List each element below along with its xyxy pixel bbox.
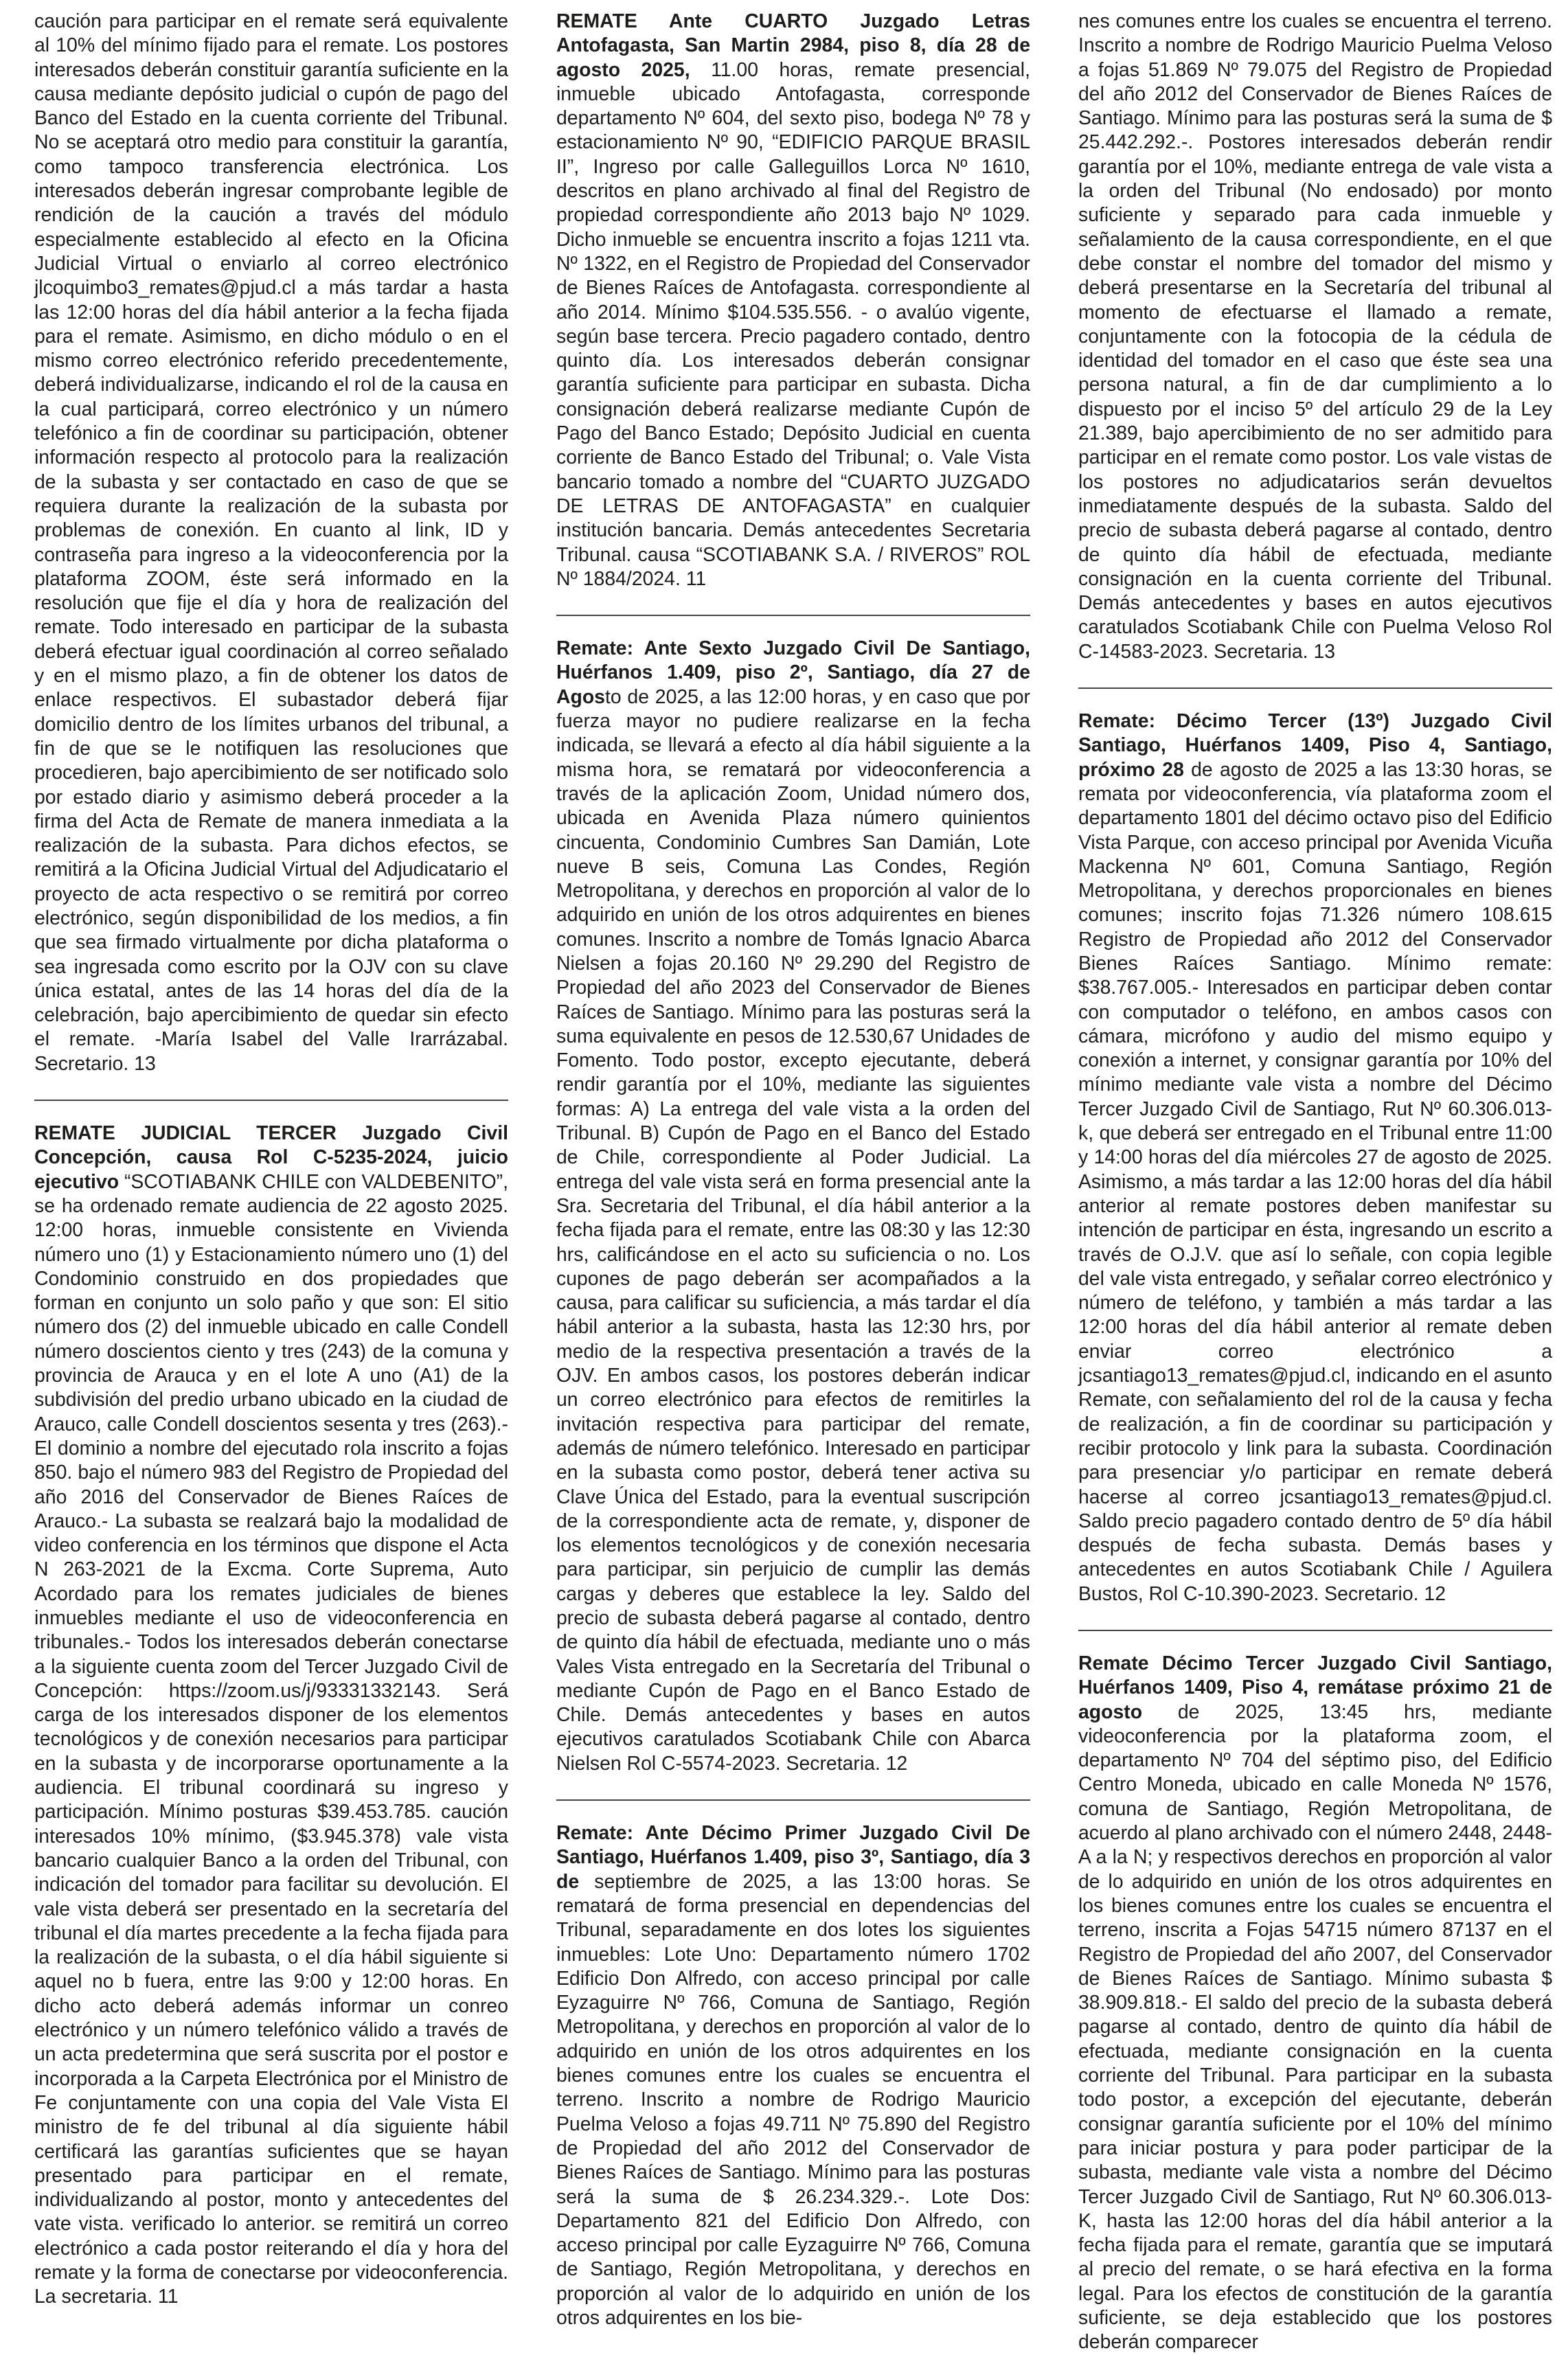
legal-notice: [556, 637, 1030, 1776]
notice-body: to de 2025, a las 12:00 horas, y en caso que por fuerza mayor no pudiere realizarse en la fecha indicada, se llevará a efecto al día hábil siguiente a la misma hora, se rematará por videoconferencia a través de la aplicación Zoom, Unidad número dos, ubicada en Avenida Plaza número quinientos cincuenta, Condominio Cumbres San Damián, Lote nueve B seis, Comuna Las Condes, Región Metropolitana, y derechos en proporción al valor de lo adquirido en unión de los otros adquirentes en bienes comunes. Inscrito a nombre de Tomás Ignacio Abarca Nielsen a fojas 20.160 Nº 29.290 del Registro de Propiedad del año 2023 del Conservador de Bienes Raíces de Santiago. Mínimo para las posturas será la suma equivalente en pesos de 12.530,67 Unidades de Fomento. Todo postor, excepto ejecutante, deberá rendir garantía por el 10%, mediante las siguientes formas: A) La entrega del vale vista a la orden del Tribunal. B) Cupón de Pago en el Banco del Estado de Chile, correspondiente al Poder Judicial. La entrega del vale vista será en forma presencial ante la Sra. Secretaria del Tribunal, el día hábil anterior a la fecha fijada para el remate, entre las 08:30 y las 12:30 hrs, calificándose en el acto su suficiencia o no. Los cupones de pago deberán ser acompañados a la causa, para calificar su suficiencia, a más tardar el día hábil anterior a la subasta, hasta las 12:30 hrs, por medio de la respectiva presentación a través de la OJV. En ambos casos, los postores deberán indicar un correo electrónico para efectos de remitirles la invitación respectiva para participar del remate, además de número telefónico. Interesado en participar en la subasta como postor, deberá tener activa su Clave Única del Estado, para la eventual suscripción de la correspondiente acta de remate, y, disponer de los elementos tecnológicos y de conexión necesaria para participar, sin perjuicio de cumplir las demás cargas y deberes que establece la ley. Saldo del precio de subasta deberá pagarse al contado, dentro de quinto día hábil de efectuada, mediante uno o más Vales Vista entregado en la Secretaría del Tribunal o mediante Cupón de Pago en el Banco Estado de Chile. Demás antecedentes y bases en autos ejecutivos caratulados Scotiabank Chile con Abarca Nielsen Rol C-5574-2023. Secretaria. 12: [556, 685, 1030, 1775]
notice-body: “SCOTIABANK CHILE con VALDEBENITO”, se ha ordenado remate audiencia de 22 agosto 2025. 12:00 horas, inmueble consistente en Vivienda número uno (1) y Estacionamiento número uno (1) del Condominio construido en dos propiedades que forman en conjunto un solo paño y que son: El sitio número dos (2) del inmueble ubicado en calle Condell número doscientos ciento y tres (243) de la comuna y provincia de Arauca y en el lote A uno (A1) de la subdivisión del predio urbano ubicado en la ciudad de Arauco, calle Condell doscientos sesenta y tres (263).- El dominio a nombre del ejecutado rola inscrito a fojas 850. bajo el número 983 del Registro de Propiedad del año 2016 del Conservador de Bienes Raíces de Arauco.- La subasta se realzará bajo la modalidad de video conferencia en los términos que dispone el Acta N 263-2021 de la Excma. Corte Suprema, Auto Acordado para los remates judiciales de bienes inmuebles mediante el uso de videoconferencia en tribunales.- Todos los interesados deberán conectarse a la siguiente cuenta zoom del Tercer Juzgado Civil de Concepción: https://zoom.us/j/93331332143. Será carga de los interesados disponer de los elementos tecnológicos y de conexión necesarios para participar en la subasta y de incorporarse oportunamente a la audiencia. El tribunal coordinará su ingreso y participación. Mínimo posturas $39.453.785. caución interesados 10% mínimo, ($3.945.378) vale vista bancario cualquier Banco a la orden del Tribunal, con indicación del tomador para facilitar su devolución. El vale vista deberá ser presentado en la secretaría del tribunal el día martes precedente a la fecha fijada para la realización de la subasta, o el día hábil siguiente si aquel no b fuera, entre las 9:00 y 12:00 horas. En dicho acto deberá además informar un conreo electrónico y un número telefónico válido a través de un acta predetermina que será suscrita por el postor e incorporada a la Carpeta Electrónica por el Ministro de Fe conjuntamente con una copia del Vale Vista El ministro de fe del tribunal al día siguiente hábil certificará las garantías suficientes que se hayan presentado para participar en el remate, individualizando al postor, monto y antecedentes del vate vista. verificado lo anterior. se remitirá un correo electrónico a cada postor reiterando el día y hora del remate y la forma de conectarse por videoconferencia. La secretaria. 11: [34, 1170, 508, 2308]
notice-divider: [34, 1100, 508, 1101]
notice-divider: [1078, 1630, 1552, 1631]
column-2: [556, 10, 1030, 2355]
legal-notice: [556, 1821, 1030, 2330]
notice-body: septiembre de 2025, a las 13:00 horas. Se rematará de forma presencial en dependencias del Tribunal, separadamente en dos lotes los siguientes inmuebles: Lote Uno: Departamento número 1702 Edificio Don Alfredo, con acceso principal por calle Eyzaguirre Nº 766, Comuna de Santiago, Región Metropolitana, y derechos en proporción al valor de lo adquirido en unión de los otros adquirentes en los bienes comunes entre los cuales se encuentra el terreno. Inscrito a nombre de Rodrigo Mauricio Puelma Veloso a fojas 49.711 Nº 75.890 del Registro de Propiedad del año 2012 del Conservador de Bienes Raíces de Santiago. Mínimo para las posturas será la suma de $ 26.234.329.-. Lote Dos: Departamento 821 del Edificio Don Alfredo, con acceso principal por calle Eyzaguirre Nº 766, Comuna de Santiago, Región Metropolitana, y derechos en proporción al valor de lo adquirido en unión de los otros adquirentes en los bie-: [556, 1870, 1030, 2330]
notice-divider: [1078, 687, 1552, 689]
notice-body: de 2025, 13:45 hrs, mediante videoconferencia por la plataforma zoom, el departamento Nº 704 del séptimo piso, del Edificio Centro Moneda, ubicado en calle Moneda Nº 1576, comuna de Santiago, Región Metropolitana, de acuerdo al plano archivado con el número 2448, 2448-A a la N; y respectivos derechos en proporción al valor de lo adquirido en unión de los otros adquirentes en los bienes comunes entre los cuales se encuentra el terreno, inscrita a Fojas 54715 número 87137 en el Registro de Propiedad del año 2007, del Conservador de Bienes Raíces de Santiago. Mínimo subasta $ 38.909.818.- El saldo del precio de la subasta deberá pagarse al contado, dentro de quinto día hábil de efectuada, mediante consignación en la cuenta corriente del Tribunal. Para participar en la subasta todo postor, a excepción del ejecutante, deberán consignar garantía suficiente por el 10% del mínimo para iniciar postura y para poder participar de la subasta, mediante vale vista a nombre del Décimo Tercer Juzgado Civil de Santiago, Rut Nº 60.306.013-K, hasta las 12:00 horas del día hábil anterior a la fecha fijada para el remate, garantía que se imputará al precio del remate, o se hará efectiva en la forma legal. Para los efectos de constitución de la garantía suficiente, se deja establecido que los postores deberán comparecer: [1078, 1700, 1552, 2354]
newspaper-page: [34, 10, 1552, 2354]
legal-notice: [34, 1122, 508, 2310]
notice-body: de agosto de 2025 a las 13:30 horas, se remata por videoconferencia, vía plataforma zoom el departamento 1801 del décimo octavo piso del Edificio Vista Parque, con acceso principal por Avenida Vicuña Mackenna Nº 601, Comuna Santiago, Región Metropolitana, y derechos proporcionales en bienes comunes; inscrito fojas 71.326 número 108.615 Registro de Propiedad año 2012 del Conservador Bienes Raíces Santiago. Mínimo remate: $38.767.005.- Interesados en participar deben contar con computador o teléfono, en ambos casos con cámara, micrófono y audio del mismo equipo y conexión a internet, y consignar garantía por 10% del mínimo mediante vale vista a nombre del Décimo Tercer Juzgado Civil de Santiago, Rut Nº 60.306.013-k, que deberá ser entregado en el Tribunal entre 11:00 y 14:00 horas del día miércoles 27 de agosto de 2025. Asimismo, a más tardar a las 12:00 horas del día hábil anterior al remate postores deben manifestar su intención de participar en ésta, ingresando un escrito a través de O.J.V. que así lo señale, con copia legible del vale vista entregado, y señalar correo electrónico y número de teléfono, y también a más tardar a las 12:00 horas del día hábil anterior al remate deben enviar correo electrónico a jcsantiago13_remates@pjud.cl, indicando en el asunto Remate, con señalamiento del rol de la causa y fecha de realización, a fin de coordinar su participación y recibir protocolo y link para la subasta. Coordinación para presenciar y/o participar en remate deberá hacerse al correo jcsantiago13_remates@pjud.cl. Saldo precio pagadero contado dentro de 5º día hábil después de fecha subasta. Demás bases y antecedentes en autos Scotiabank Chile / Aguilera Bustos, Rol C-10.390-2023. Secretario. 12: [1078, 758, 1552, 1605]
legal-notice: [34, 10, 508, 1076]
legal-notice: [1078, 10, 1552, 664]
notice-heading: Remate: Décimo Tercer (13º) Juzgado Civil Santiago, Huérfanos 1409, Piso 4, Santiago, próximo 28: [1078, 710, 1552, 781]
notice-heading: REMATE JUDICIAL TERCER Juzgado Civil Concepción, causa Rol C-5235-2024, juicio ejecutivo: [34, 1122, 508, 1193]
notice-heading: Remate Décimo Tercer Juzgado Civil Santiago, Huérfanos 1409, Piso 4, remátase próximo 21 de agosto: [1078, 1652, 1552, 1723]
notice-body: 11.00 horas, remate presencial, inmueble ubicado Antofagasta, corresponde departamento Nº 604, del sexto piso, bodega Nº 78 y estacionamiento Nº 90, “EDIFICIO PARQUE BRASIL II”, Ingreso por calle Galleguillos Lorca Nº 1610, descritos en plano archivado al final del Registro de propiedad correspondiente año 2013 bajo Nº 1029. Dicho inmueble se encuentra inscrito a fojas 1211 vta. Nº 1322, en el Registro de Propiedad del Conservador de Bienes Raíces de Antofagasta. correspondiente al año 2014. Mínimo $104.535.556. - o avalúo vigente, según base tercera. Precio pagadero contado, dentro quinto día. Los interesados deberán consignar garantía suficiente para participar en subasta. Dicha consignación deberá realizarse mediante Cupón de Pago del Banco Estado; Depósito Judicial en cuenta corriente de Banco Estado del Tribunal; o. Vale Vista bancario tomado a nombre del “CUARTO JUZGADO DE LETRAS DE ANTOFAGASTA” en cualquier institución bancaria. Demás antecedentes Secretaria Tribunal. causa “SCOTIABANK S.A. / RIVEROS” ROL Nº 1884/2024. 11: [556, 58, 1030, 590]
legal-notice: [1078, 1652, 1552, 2355]
notice-body: caución para participar en el remate será equivalente al 10% del mínimo fijado para el remate. Los postores interesados deberán constituir garantía suficiente en la causa mediante depósito judicial o cupón de pago del Banco del Estado en la cuenta corriente del Tribunal. No se aceptará otro medio para constituir la garantía, como tampoco transferencia electrónica. Los interesados deberán ingresar comprobante legible de rendición de la caución a través del módulo especialmente establecido al efecto en la Oficina Judicial Virtual o enviarlo al correo electrónico jlcoquimbo3_remates@pjud.cl a más tardar a hasta las 12:00 horas del día hábil anterior a la fecha fijada para el remate. Asimismo, en dicho módulo o en el mismo correo electrónico referido precedentemente, deberá individualizarse, indicando el rol de la causa en la cual participará, correo electrónico y un número telefónico a fin de coordinar su participación, obtener información respecto al protocolo para la realización de la subasta y ser contactado en caso de que se requiera durante la realización de la subasta por problemas de conexión. En cuanto al link, ID y contraseña para ingreso a la videoconferencia por la plataforma ZOOM, éste será informado en la resolución que fije el día y hora de realización del remate. Todo interesado en participar de la subasta deberá efectuar igual coordinación al correo señalado y en el mismo plazo, a fin de obtener los datos de enlace respectivos. El subastador deberá fijar domicilio dentro de los límites urbanos del tribunal, a fin de que se le notifiquen las resoluciones que procedieren, bajo apercibimiento de ser notificado solo por estado diario y asimismo deberá proceder a la firma del Acta de Remate de manera inmediata a la realización de la subasta. Para dichos efectos, se remitirá a la Oficina Judicial Virtual del Adjudicatario el proyecto de acta respectivo o se remitirá por correo electrónico, según disponibilidad de los medios, a fin que sea firmado virtualmente por dicha plataforma o sea ingresada como escrito por la OJV con su clave única estatal, antes de las 14 horas del día de la celebración, bajo apercibimiento de quedar sin efecto el remate. -María Isabel del Valle Irarrázabal. Secretario. 13: [34, 10, 508, 1075]
notice-divider: [556, 1799, 1030, 1801]
notice-heading: Remate: Ante Sexto Juzgado Civil De Santiago, Huérfanos 1.409, piso 2º, Santiago, día 27 de Agos: [556, 637, 1030, 708]
notice-body: nes comunes entre los cuales se encuentra el terreno. Inscrito a nombre de Rodrigo Mauricio Puelma Veloso a fojas 51.869 Nº 79.075 del Registro de Propiedad del año 2012 del Conservador de Bienes Raíces de Santiago. Mínimo para las posturas será la suma de $ 25.442.292.-. Postores interesados deberán rendir garantía por el 10%, mediante entrega de vale vista a la orden del Tribunal (No endosado) por monto suficiente y separado para cada inmueble y señalamiento de la causa correspondiente, en el que debe constar el nombre del tomador del mismo y deberá presentarse en la Secretaría del tribunal al momento de efectuarse el llamado a remate, conjuntamente con la fotocopia de la cédula de identidad del tomador en el caso que éste sea una persona natural, a fin de dar cumplimiento a lo dispuesto por el inciso 5º del artículo 29 de la Ley 21.389, bajo apercibimiento de no ser admitido para participar en el remate como postor. Los vale vistas de los postores no adjudicatarios serán devueltos inmediatamente después de la subasta. Saldo del precio de subasta deberá pagarse al contado, dentro de quinto día hábil de efectuada, mediante consignación en la cuenta corriente del Tribunal. Demás antecedentes y bases en autos ejecutivos caratulados Scotiabank Chile con Puelma Veloso Rol C-14583-2023. Secretaria. 13: [1078, 10, 1552, 663]
legal-notice: [556, 10, 1030, 591]
column-3: [1078, 10, 1552, 2355]
notice-heading: Remate: Ante Décimo Primer Juzgado Civil De Santiago, Huérfanos 1.409, piso 3º, Santiago, día 3 de: [556, 1822, 1030, 1893]
notice-heading: REMATE Ante CUARTO Juzgado Letras Antofagasta, San Martin 2984, piso 8, día 28 de agosto 2025,: [556, 10, 1030, 81]
legal-notice: [1078, 709, 1552, 1606]
notice-divider: [556, 615, 1030, 616]
column-1: [34, 10, 508, 2355]
